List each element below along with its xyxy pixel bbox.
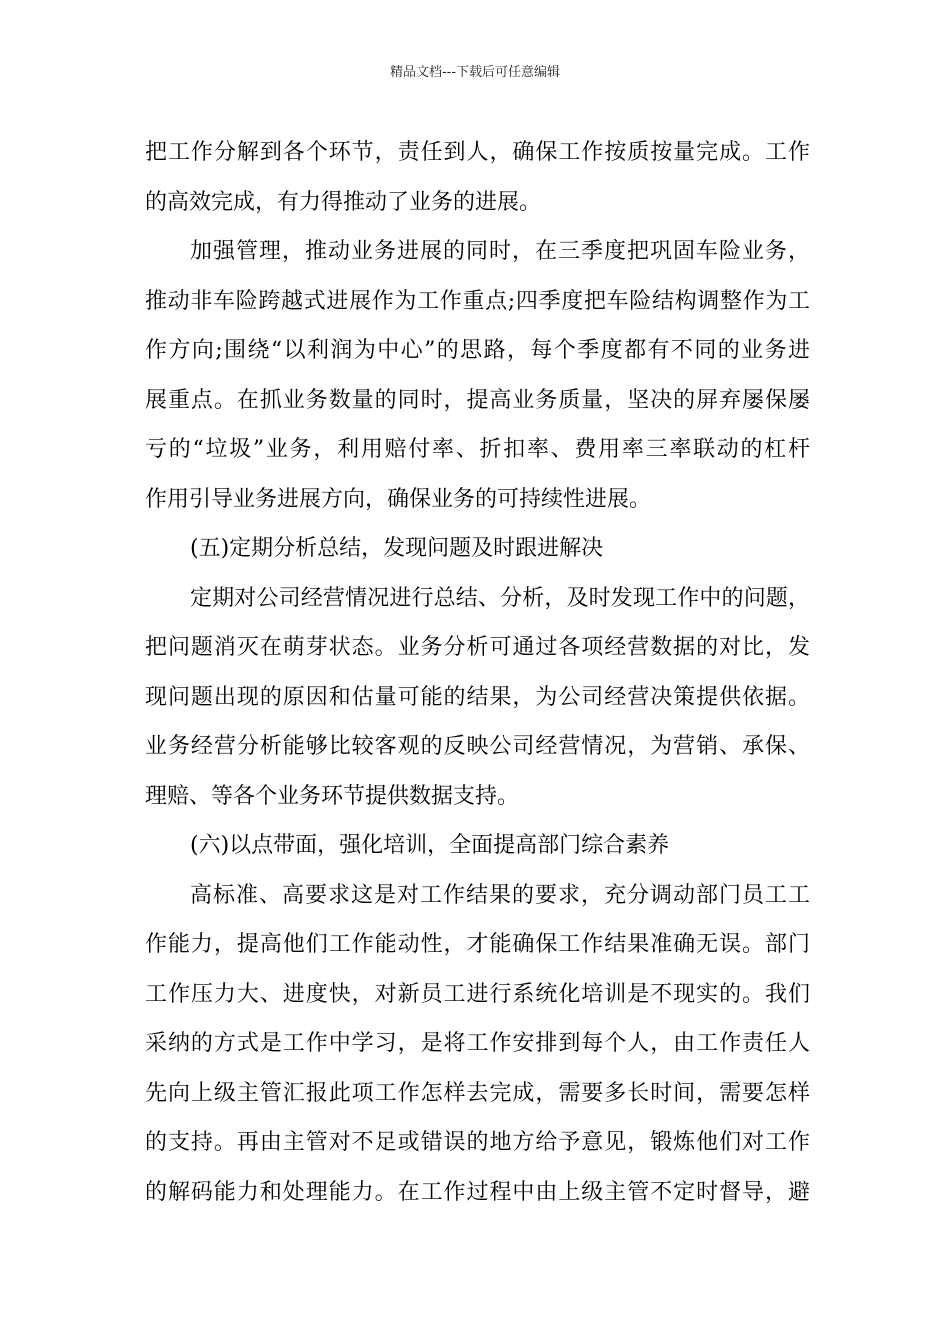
text-line: 作方向;围绕“以利润为中心”的思路，每个季度都有不同的业务进 [145,338,810,363]
text-line: 工作压力大、进度快，对新员工进行系统化培训是不现实的。我们 [145,981,810,1007]
text-line: 展重点。在抓业务数量的同时，提高业务质量，坚决的屏弃屡保屡 [145,387,810,413]
text-line: 把工作分解到各个环节，责任到人，确保工作按质按量完成。工作 [145,140,810,165]
text-line: 亏的“垃圾”业务，利用赔付率、折扣率、费用率三率联动的杠杆 [145,437,810,462]
text-line: 采纳的方式是工作中学习，是将工作安排到每个人，由工作责任人 [145,1031,810,1056]
document-body [145,128,810,1217]
paragraph-first-line: 高标准、高要求这是对工作结果的要求，充分调动部门员工工 [190,882,810,908]
section-heading: (六)以点带面，强化培训，全面提高部门综合素养 [190,833,670,858]
text-line: 现问题出现的原因和估量可能的结果，为公司经营决策提供依据。 [145,684,810,710]
paragraph-first-line: 定期对公司经营情况进行总结、分析，及时发现工作中的问题， [190,585,810,611]
page-header: 精品文档---下载后可任意编辑 [389,65,561,80]
text-line: 先向上级主管汇报此项工作怎样去完成，需要多长时间，需要怎样 [145,1080,810,1106]
text-line: 的支持。再由主管对不足或错误的地方给予意见，锻炼他们对工作 [145,1130,810,1155]
text-line: 理赔、等各个业务环节提供数据支持。 [145,783,520,809]
text-line: 作用引导业务进展方向，确保业务的可持续性进展。 [145,486,652,512]
text-line: 的解码能力和处理能力。在工作过程中由上级主管不定时督导，避 [145,1179,810,1205]
section-heading: (五)定期分析总结，发现问题及时跟进解决 [190,536,604,561]
text-line: 业务经营分析能够比较客观的反映公司经营情况，为营销、承保、 [145,734,810,759]
paragraph-first-line: 加强管理，推动业务进展的同时，在三季度把巩固车险业务， [190,239,810,264]
text-line: 把问题消灭在萌芽状态。业务分析可通过各项经营数据的对比，发 [145,635,810,660]
text-line: 推动非车险跨越式进展作为工作重点;四季度把车险结构调整作为工 [145,288,810,314]
text-line: 作能力，提高他们工作能动性，才能确保工作结果准确无误。部门 [145,932,810,957]
text-line: 的高效完成，有力得推动了业务的进展。 [145,189,542,215]
